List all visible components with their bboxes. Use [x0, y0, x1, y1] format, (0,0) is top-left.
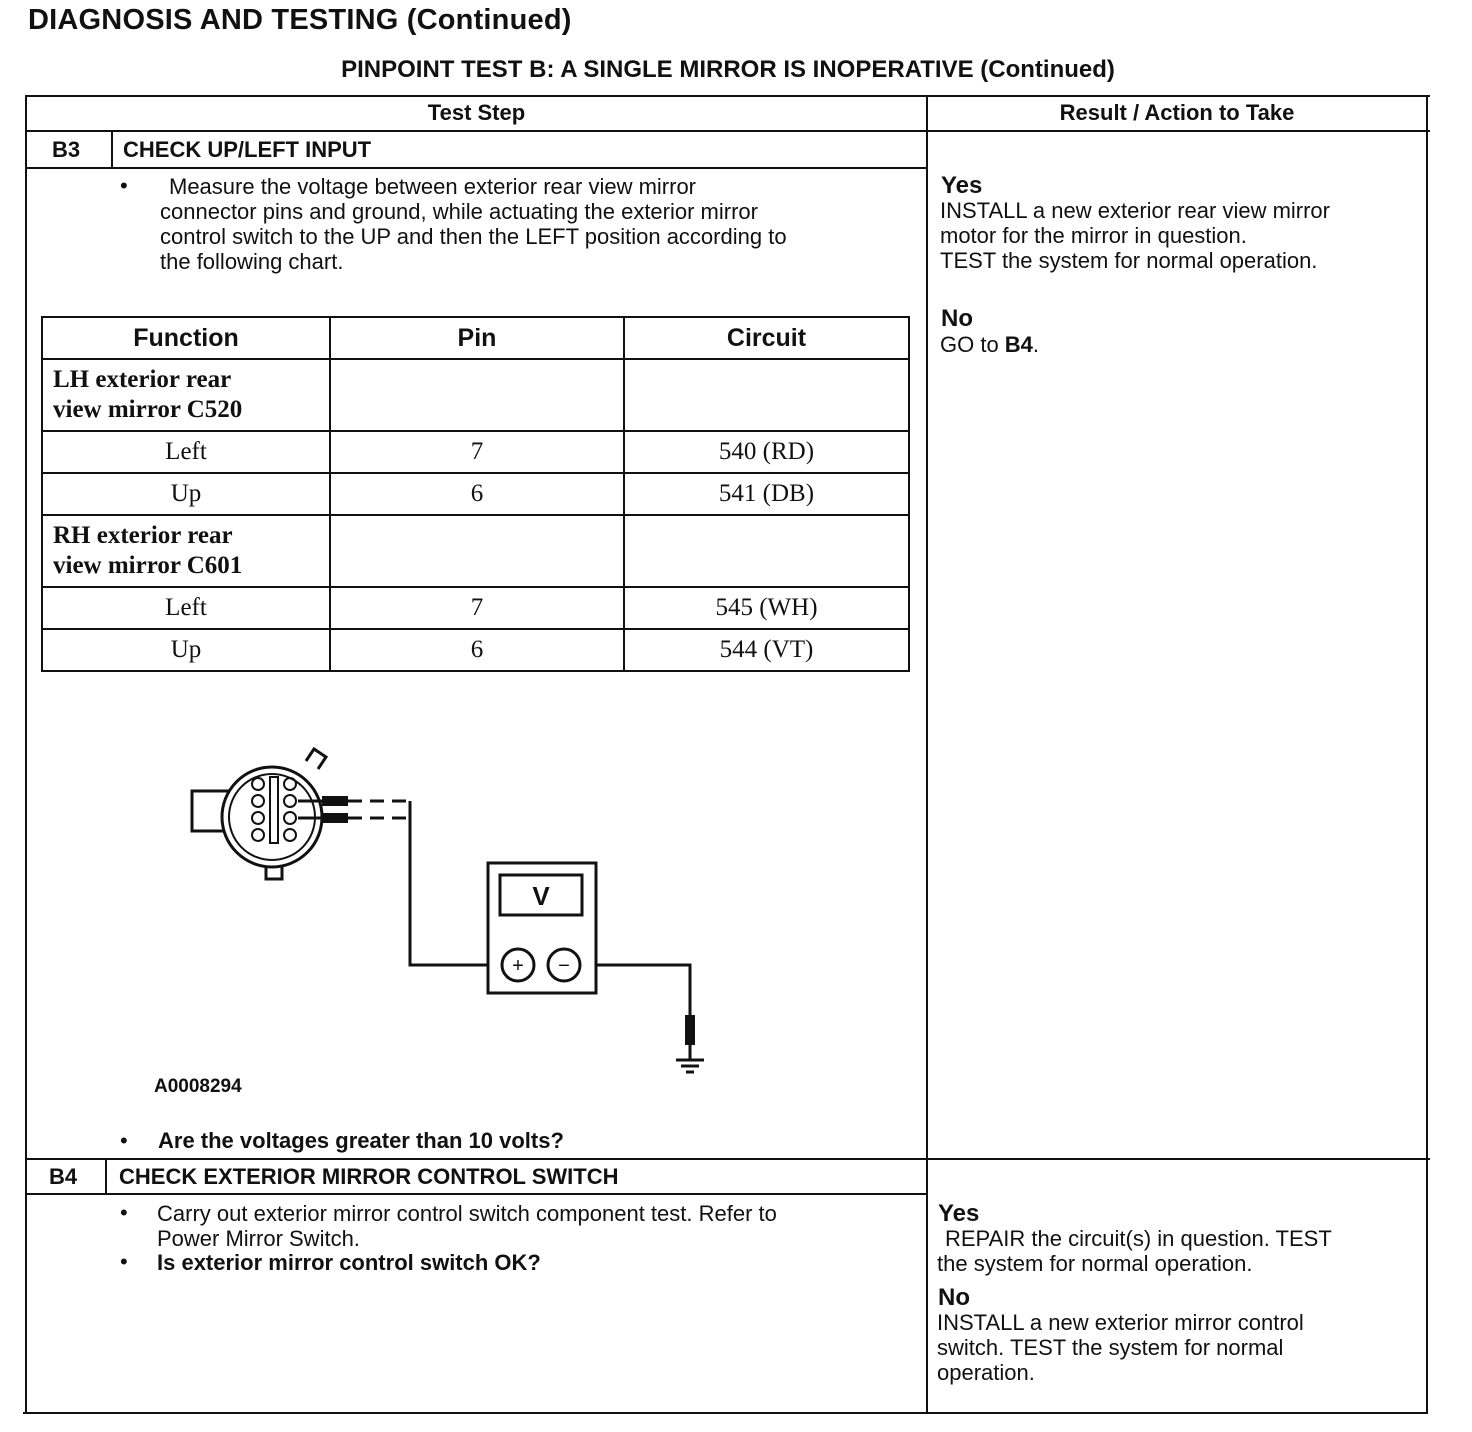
page-title: DIAGNOSIS AND TESTING (Continued) [28, 4, 572, 36]
col-header-circuit: Circuit [624, 317, 909, 359]
step-id-b3: B3 [52, 137, 81, 162]
cell-circuit: 545 (WH) [624, 587, 909, 629]
cell-circuit: 541 (DB) [624, 473, 909, 515]
cell-pin: 6 [330, 473, 624, 515]
voltmeter-connector-diagram [180, 735, 740, 1080]
b3-no-label: No [941, 305, 973, 332]
b3-question: Are the voltages greater than 10 volts? [158, 1128, 564, 1153]
col-header-function: Function [42, 317, 330, 359]
voltmeter-label: V [532, 881, 550, 911]
cell-pin: 6 [330, 629, 624, 671]
plus-symbol: + [512, 955, 524, 977]
bullet-marker: • [120, 173, 128, 198]
step-title-b3: CHECK UP/LEFT INPUT [123, 137, 372, 162]
probe-tip-1 [322, 796, 348, 806]
header-result: Result / Action to Take [1059, 100, 1295, 125]
group-label-rh: RH exterior rear view mirror C601 [42, 515, 330, 587]
cell-pin: 7 [330, 587, 624, 629]
step-title-b4: CHECK EXTERIOR MIRROR CONTROL SWITCH [119, 1164, 619, 1189]
b4-question: Is exterior mirror control switch OK? [157, 1250, 541, 1275]
cell-function: Left [42, 431, 330, 473]
b3-yes-action: INSTALL a new exterior rear view mirror motor for the mirror in question. TEST the system for normal operation. [940, 198, 1330, 273]
b4-yes-label: Yes [938, 1200, 980, 1227]
step-id-b4: B4 [49, 1164, 78, 1189]
table-row [42, 431, 909, 473]
pinpoint-test-title: PINPOINT TEST B: A SINGLE MIRROR IS INOPERATIVE (Continued) [341, 56, 1115, 83]
pin-circuit-table [41, 316, 910, 672]
b4-no-label: No [938, 1284, 970, 1311]
col-header-pin: Pin [330, 317, 624, 359]
header-test-step: Test Step [427, 100, 526, 125]
connector-key [306, 749, 326, 769]
b4-no-action: INSTALL a new exterior mirror control switch. TEST the system for normal operation. [937, 1310, 1304, 1385]
table-group-row [42, 359, 909, 431]
b3-no-action: GO to B4. [940, 332, 1040, 357]
cell-function: Up [42, 629, 330, 671]
ground-probe [685, 1015, 695, 1045]
minus-symbol: − [558, 955, 570, 977]
b4-instruction: Carry out exterior mirror control switch component test. Refer to Power Mirror Switch. [157, 1201, 777, 1251]
b4-reference: B4 [1004, 332, 1033, 357]
cell-function: Up [42, 473, 330, 515]
b3-yes-label: Yes [941, 172, 983, 199]
cell-function: Left [42, 587, 330, 629]
table-row [42, 629, 909, 671]
cell-pin: 7 [330, 431, 624, 473]
group-label-lh: LH exterior rear view mirror C520 [42, 359, 330, 431]
bullet-marker: • [120, 1249, 128, 1274]
table-row [42, 587, 909, 629]
figure-id: A0008294 [154, 1076, 242, 1097]
cell-circuit: 540 (RD) [624, 431, 909, 473]
probe-tip-2 [322, 813, 348, 823]
table-group-row [42, 515, 909, 587]
bullet-marker: • [120, 1128, 128, 1153]
bullet-marker: • [120, 1200, 128, 1225]
cell-circuit: 544 (VT) [624, 629, 909, 671]
b4-yes-action: REPAIR the circuit(s) in question. TEST the system for normal operation. [937, 1226, 1332, 1276]
table-row [42, 473, 909, 515]
b3-instruction: Measure the voltage between exterior rear view mirror connector pins and ground, while actuating the exterior mirror control switch to the UP and then the LEFT position according to the following chart. [160, 174, 787, 274]
